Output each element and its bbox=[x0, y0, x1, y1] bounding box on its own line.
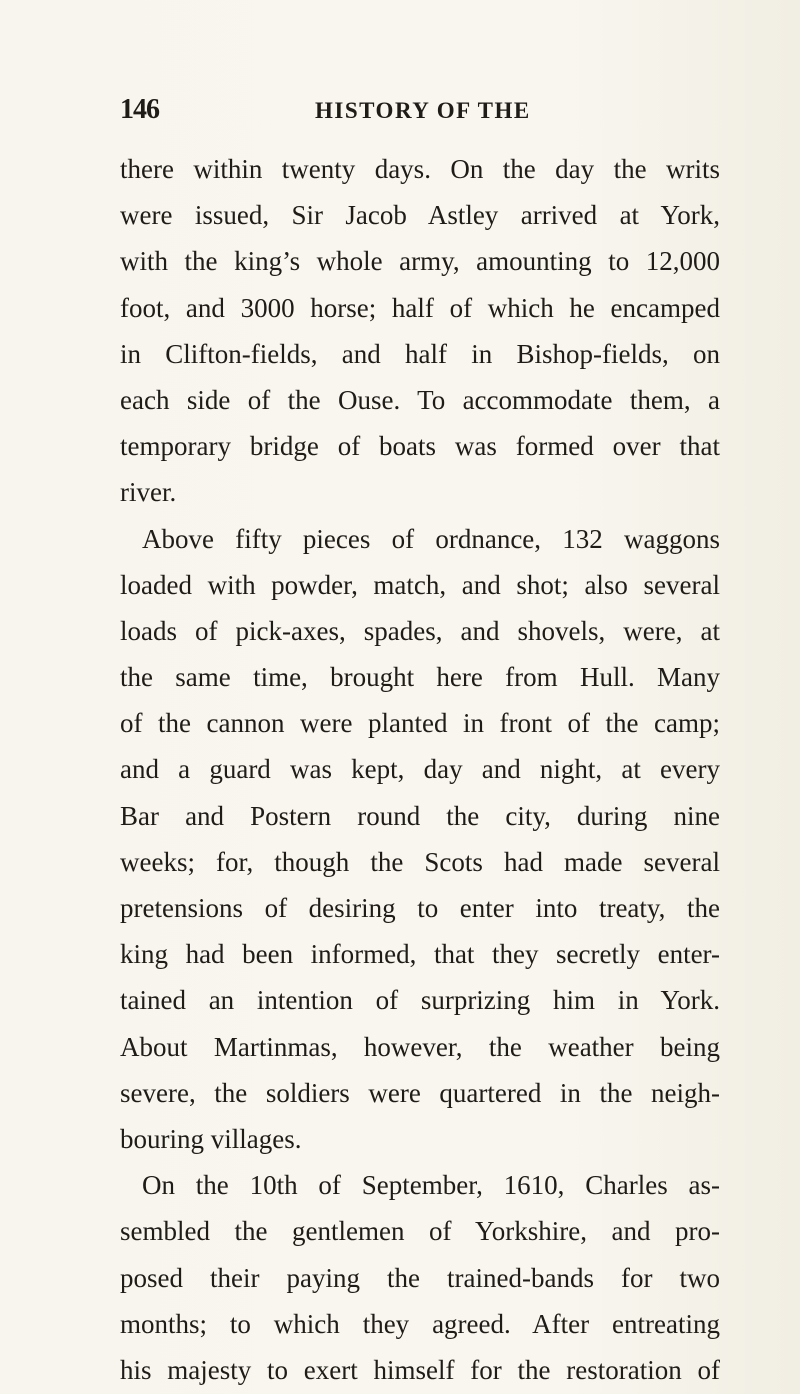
text-line: Above fifty pieces of ordnance, 132 waggons bbox=[142, 523, 720, 554]
text-line: temporary bridge of boats was formed over that bbox=[120, 431, 720, 462]
text-line: with the king’s whole army, amounting to 12,000 bbox=[120, 246, 720, 277]
text-line: foot, and 3000 horse; half of which he encamped bbox=[120, 292, 720, 323]
text-line: and a guard was kept, day and night, at every bbox=[120, 754, 720, 785]
text-line: of the cannon were planted in front of the camp; bbox=[120, 708, 720, 739]
text-line: severe, the soldiers were quartered in the neigh- bbox=[120, 1077, 720, 1108]
text-line: bouring villages. bbox=[120, 1123, 302, 1154]
text-line: king had been informed, that they secretly enter- bbox=[120, 939, 720, 970]
page-number: 146 bbox=[120, 94, 159, 125]
text-line: there within twenty days. On the day the writs bbox=[120, 154, 720, 184]
text-line: posed their paying the trained-bands for two bbox=[120, 1262, 720, 1293]
text-line: tained an intention of surprizing him in York. bbox=[120, 985, 720, 1016]
text-line: river. bbox=[120, 477, 177, 508]
text-line: Bar and Postern round the city, during nine bbox=[120, 800, 720, 831]
text-line: his majesty to exert himself for the restoration of bbox=[120, 1354, 720, 1385]
text-line: sembled the gentlemen of Yorkshire, and pro- bbox=[120, 1216, 720, 1247]
text-line: loaded with powder, match, and shot; also several bbox=[120, 569, 720, 600]
page-header bbox=[120, 94, 720, 134]
text-line: loads of pick-axes, spades, and shovels, were, at bbox=[120, 615, 720, 646]
body-text bbox=[120, 146, 720, 1393]
text-line: months; to which they agreed. After entreating bbox=[120, 1308, 720, 1339]
text-line: On the 10th of September, 1610, Charles as- bbox=[142, 1170, 720, 1201]
text-line: pretensions of desiring to enter into treaty, the bbox=[120, 893, 720, 923]
text-line: the same time, brought here from Hull. Many bbox=[120, 662, 720, 693]
text-line: About Martinmas, however, the weather being bbox=[120, 1031, 720, 1062]
running-head: HISTORY OF THE bbox=[315, 98, 531, 123]
text-line: were issued, Sir Jacob Astley arrived at York, bbox=[120, 200, 720, 231]
text-line: weeks; for, though the Scots had made several bbox=[120, 846, 720, 877]
text-line: in Clifton-fields, and half in Bishop-fields, on bbox=[120, 338, 720, 369]
text-line: each side of the Ouse. To accommodate them, a bbox=[120, 384, 720, 415]
